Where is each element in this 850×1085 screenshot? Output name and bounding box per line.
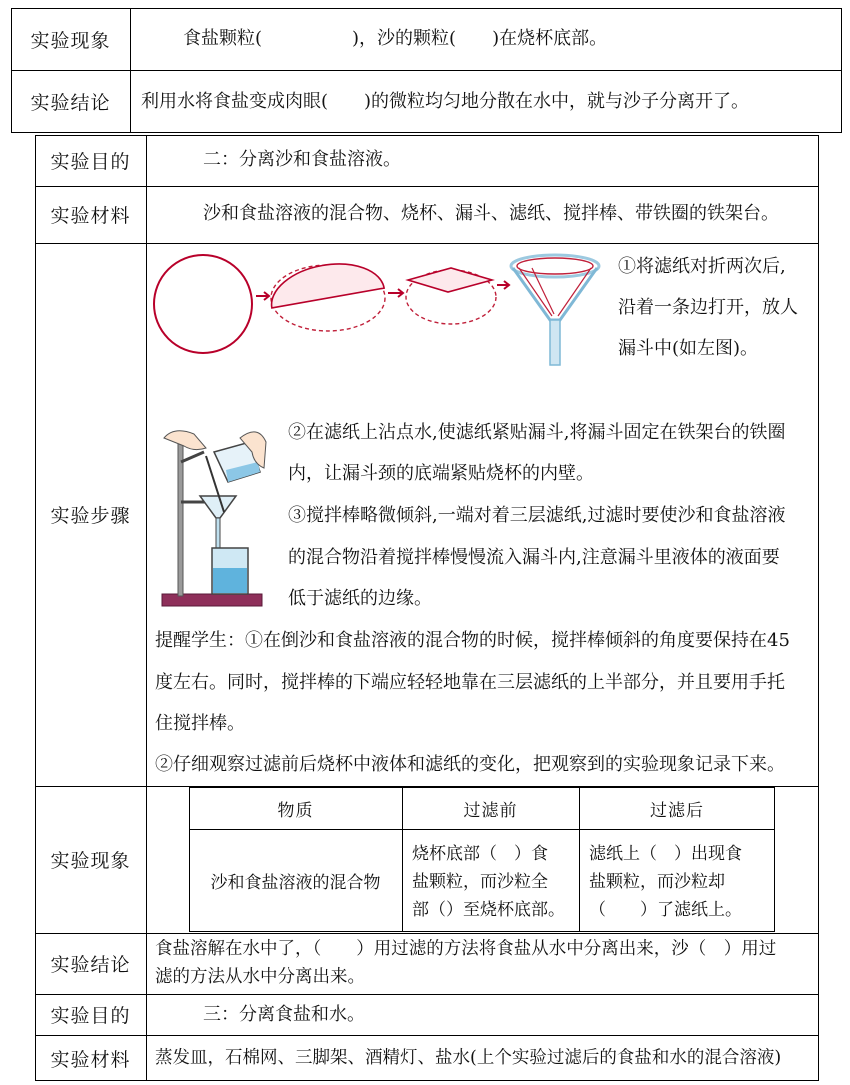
cell-after-line-2: 盐颗粒，而沙粒却 bbox=[589, 872, 725, 892]
cell-before-line-3: 部（）至烧杯底部。 bbox=[412, 900, 565, 920]
step2-line-2: 内，让漏斗颈的底端紧贴烧杯的内壁。 bbox=[288, 463, 594, 484]
stand-rod bbox=[178, 432, 183, 596]
top-row2-text: 利用水将食盐变成肉眼( )的微粒均匀地分散在水中，就与沙子分离开了。 bbox=[141, 91, 750, 112]
cell-before-line-1: 烧杯底部（ ）食 bbox=[412, 844, 548, 864]
arrow-icon bbox=[497, 281, 509, 289]
conclusion-line-1: 食盐溶解在水中了，（ ）用过滤的方法将食盐从水中分离出来，沙（ ）用过 bbox=[155, 939, 777, 959]
materials-text: 沙和食盐溶液的混合物、烧杯、漏斗、滤纸、搅拌棒、带铁圈的铁架台。 bbox=[203, 203, 779, 224]
filter-paper-circle bbox=[154, 255, 252, 353]
reminder-line-1: 提醒学生：①在倒沙和食盐溶液的混合物的时候，搅拌棒倾斜的角度要保持在45 bbox=[155, 630, 790, 651]
top-row1-label: 实验现象 bbox=[30, 29, 111, 52]
conclusion-label: 实验结论 bbox=[50, 954, 131, 976]
purpose3-label: 实验目的 bbox=[50, 1005, 131, 1027]
purpose3-text: 三：分离食盐和水。 bbox=[203, 1004, 365, 1025]
funnel-stem bbox=[550, 320, 560, 365]
stand-base bbox=[162, 594, 262, 606]
top-row1-text: 食盐颗粒( )，沙的颗粒( )在烧杯底部。 bbox=[183, 28, 608, 49]
phenomenon-label: 实验现象 bbox=[50, 850, 131, 872]
half-folded-paper bbox=[266, 256, 384, 308]
row-line bbox=[35, 186, 819, 187]
purpose-label: 实验目的 bbox=[50, 151, 131, 173]
row-line bbox=[35, 1035, 819, 1036]
step1-line-1: ①将滤纸对折两次后, bbox=[618, 256, 786, 277]
reminder-line-3: 住搅拌棒。 bbox=[155, 713, 245, 734]
filtration-apparatus-illustration bbox=[154, 418, 270, 610]
quarter-folded-paper bbox=[408, 268, 492, 292]
funnel-icon bbox=[200, 496, 236, 518]
steps-label: 实验步骤 bbox=[50, 505, 131, 527]
reminder-line-4: ②仔细观察过滤前后烧杯中液体和滤纸的变化，把观察到的实验现象记录下来。 bbox=[155, 754, 785, 775]
step2-line-1: ②在滤纸上沾点水,使滤纸紧贴漏斗,将漏斗固定在铁架台的铁圈 bbox=[288, 422, 786, 443]
header-before: 过滤前 bbox=[463, 800, 518, 821]
filter-folding-illustration bbox=[152, 246, 614, 371]
row-line bbox=[35, 243, 819, 244]
cell-after-line-3: （ ）了滤纸上。 bbox=[589, 900, 742, 920]
cell-before-line-2: 盐颗粒，而沙粒全 bbox=[412, 872, 548, 892]
arrow-icon bbox=[388, 289, 403, 297]
arrow-icon bbox=[256, 292, 269, 300]
row-line bbox=[35, 994, 819, 995]
header-after: 过滤后 bbox=[650, 800, 704, 821]
top-table-row-line bbox=[11, 70, 842, 71]
materials3-label: 实验材料 bbox=[50, 1048, 131, 1071]
materials3-text: 蒸发皿，石棉网、三脚架、酒精灯、盐水(上个实验过滤后的食盐和水的混合溶液) bbox=[155, 1048, 782, 1068]
main-table-divider bbox=[146, 135, 147, 1081]
step3-line-2: 的混合物沿着搅拌棒慢慢流入漏斗内,注意漏斗里液体的液面要 bbox=[288, 547, 780, 568]
row-line bbox=[35, 933, 819, 934]
reminder-line-2: 度左右。同时，搅拌棒的下端应轻轻地靠在三层滤纸的上半部分，并且要用手托 bbox=[155, 672, 785, 693]
step1-line-3: 漏斗中(如左图)。 bbox=[618, 338, 759, 359]
step3-line-1: ③搅拌棒略微倾斜,一端对着三层滤纸,过滤时要使沙和食盐溶液 bbox=[288, 505, 786, 526]
step3-line-3: 低于滤纸的边缘。 bbox=[288, 588, 432, 609]
step1-line-2: 沿着一条边打开，放人 bbox=[618, 297, 798, 318]
hand-icon bbox=[164, 431, 206, 450]
header-substance: 物质 bbox=[277, 800, 314, 821]
cell-after-line-1: 滤纸上（ ）出现食 bbox=[589, 844, 742, 864]
top-row2-label: 实验结论 bbox=[30, 92, 111, 114]
materials-label: 实验材料 bbox=[50, 205, 131, 227]
clamp bbox=[181, 452, 204, 462]
cell-substance: 沙和食盐溶液的混合物 bbox=[210, 873, 381, 893]
purpose-text: 二：分离沙和食盐溶液。 bbox=[203, 149, 401, 170]
conclusion-line-2: 滤的方法从水中分离出来。 bbox=[155, 967, 365, 987]
